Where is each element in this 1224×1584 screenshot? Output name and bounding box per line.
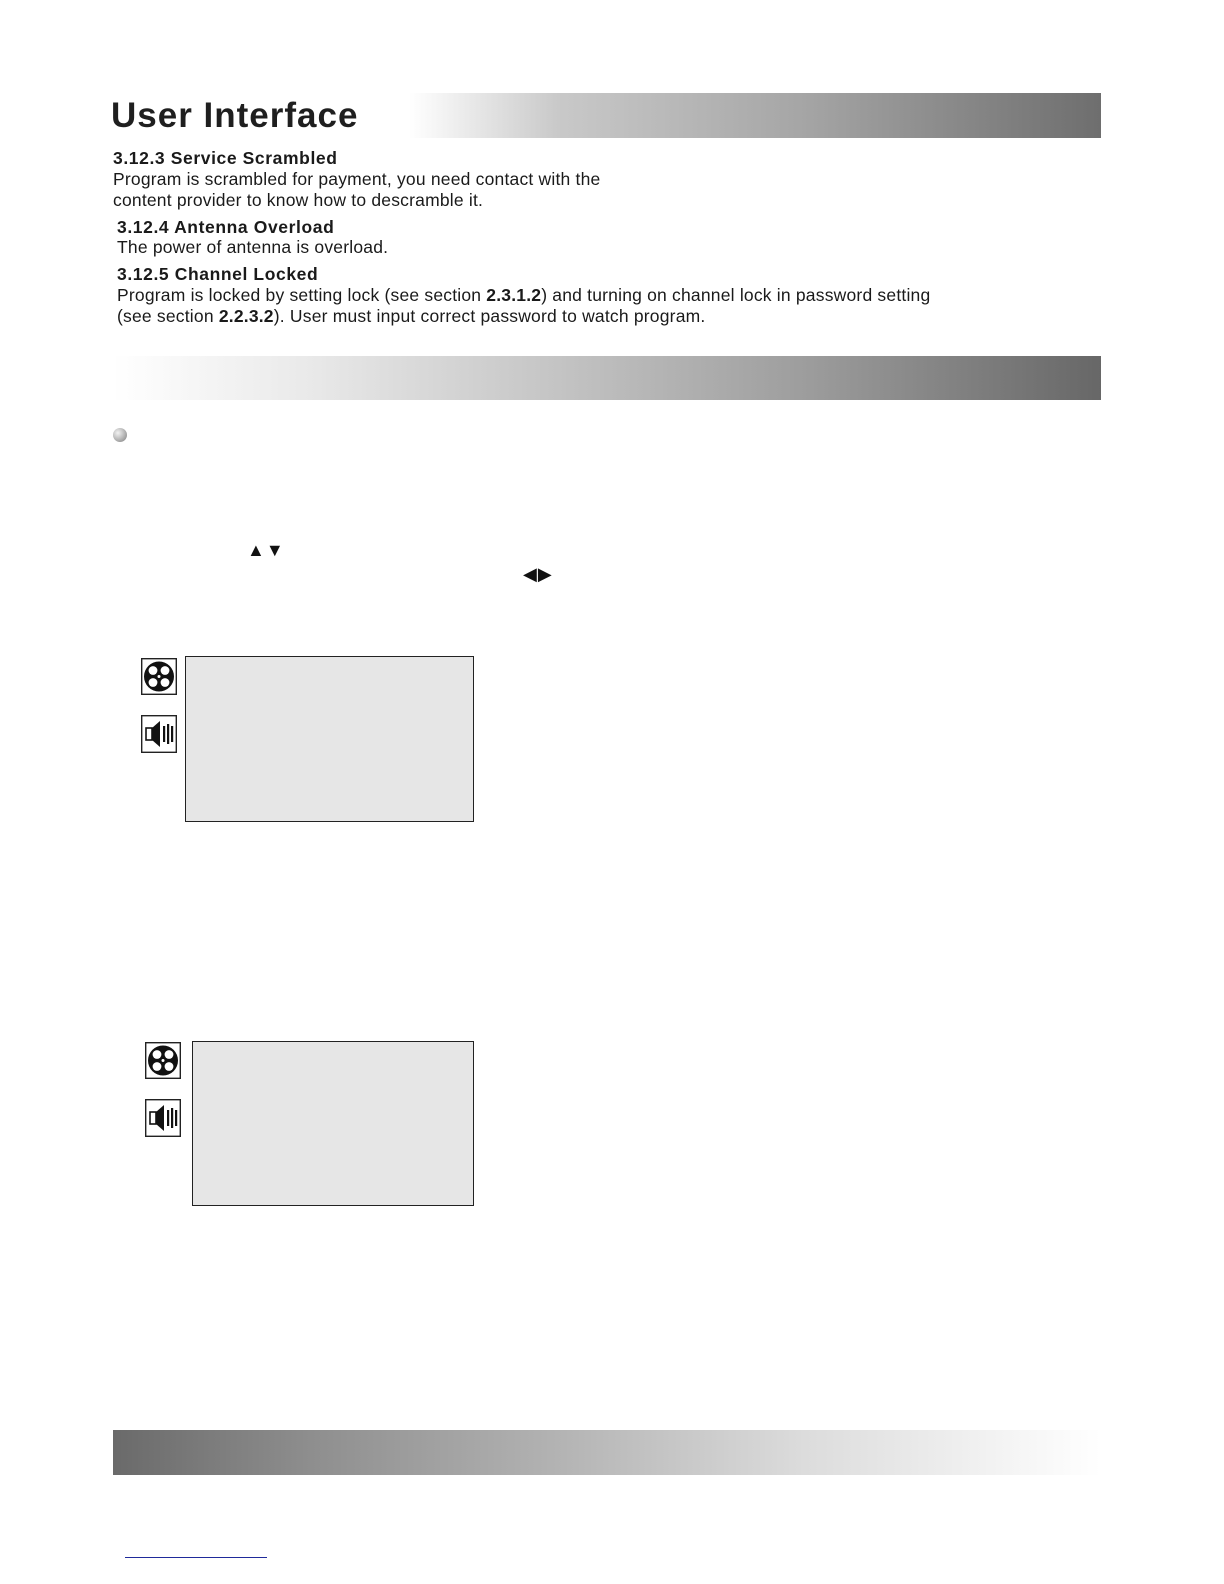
left-right-arrows-icon: ◀▶	[523, 564, 553, 584]
speaker-icon	[141, 715, 177, 758]
section-text-line: Program is scrambled for payment, you need contact with the	[113, 169, 601, 189]
section-text-line: content provider to know how to descramble it.	[113, 190, 484, 210]
text-run: (see section	[117, 306, 219, 326]
osd-message-box	[192, 1041, 474, 1206]
reel-icon	[141, 658, 177, 700]
section-text-line: The power of antenna is overload.	[117, 237, 389, 257]
text-run: Program is locked by setting lock (see section	[117, 285, 487, 305]
text-run: ) and turning on channel lock in password setting	[541, 285, 931, 305]
speaker-icon	[145, 1099, 181, 1142]
section-heading-service-scrambled: 3.12.3 Service Scrambled	[113, 148, 338, 168]
osd-message-box	[185, 656, 474, 822]
reel-icon	[145, 1042, 181, 1084]
bullet-icon	[113, 428, 127, 442]
page-title: User Interface	[111, 96, 359, 135]
section-text-line	[117, 306, 705, 327]
text-run: ). User must input correct password to watch program.	[273, 306, 706, 326]
section-reference: 2.2.3.2	[218, 306, 274, 326]
section-text-line	[117, 285, 930, 306]
section-heading-channel-locked: 3.12.5 Channel Locked	[117, 264, 319, 284]
section-reference: 2.3.1.2	[486, 285, 542, 305]
footer-banner	[113, 1430, 1101, 1475]
section-banner	[113, 356, 1101, 400]
section-heading-antenna-overload: 3.12.4 Antenna Overload	[117, 217, 335, 237]
footer-link-underline	[125, 1557, 267, 1558]
up-down-arrows-icon: ▲▼	[247, 540, 285, 560]
